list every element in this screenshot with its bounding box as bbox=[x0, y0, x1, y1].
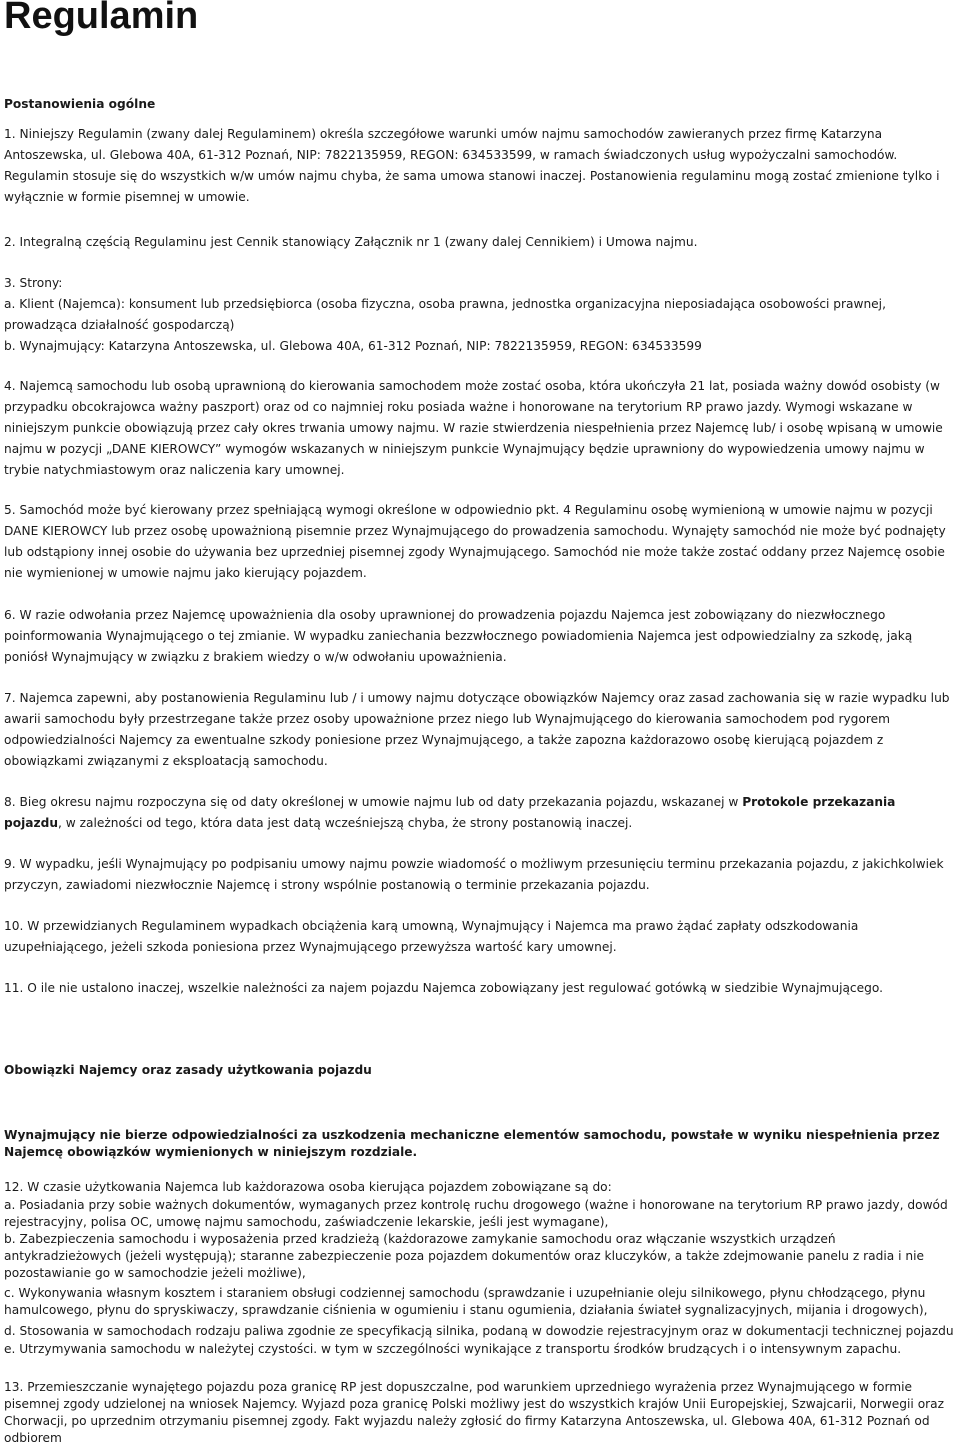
paragraph-9: 9. W wypadku, jeśli Wynajmujący po podpisaniu umowy najmu powzie wiadomość o możliwym przesunięciu terminu przekazania pojazdu, z jakichkolwiek przyczyn, zawiadomi niezwłocznie Najemcę i strony wspólnie postanowią o terminie przekazania pojazdu. bbox=[4, 857, 944, 892]
paragraph-5: 5. Samochód może być kierowany przez spełniającą wymogi określone w odpowiednio pkt. 4 Regulaminu osobę wymienioną w umowie najmu w pozycji DANE KIEROWCY lub przez osobę upoważnioną pisemnie przez Wynajmującego do prowadzenia samochodu. Wynajęty samochód nie może być podnajęty lub odstąpiony innej osobie do używania bez uprzedniej pisemnej zgody Wynajmującego. Samochód nie może także zostać oddany przez Najemcę osobie nie wymienionej w umowie najmu jako kierujący pojazdem. bbox=[4, 503, 946, 580]
paragraph-12e: e. Utrzymywania samochodu w należytej czystości. w tym w szczególności wynikające z transportu środków brudzących i o intensywnym zapachu. bbox=[4, 1342, 902, 1356]
paragraph-12c: c. Wykonywania własnym kosztem i staraniem obsługi codziennej samochodu (sprawdzanie i uzupełnianie oleju silnikowego, płynu chłodzącego, płynu hamulcowego, płynu do spryskiwaczy, sprawdzanie ciśnienia w ogumieniu i stanu ogumienia, działania świateł sygnalizacyjnych, mijania i drogowych), bbox=[4, 1286, 928, 1317]
protocol-reference: Protokole przekazania pojazdu bbox=[4, 795, 896, 830]
paragraph-10: 10. W przewidzianych Regulaminem wypadkach obciążenia karą umowną, Wynajmujący i Najemca ma prawo żądać zapłaty odszkodowania uzupełniającego, jeżeli szkoda poniesiona przez Wynajmującego przewyższa wartość kary umownej. bbox=[4, 919, 859, 954]
paragraph-12d: d. Stosowania w samochodach rodzaju paliwa zgodnie ze specyfikacją silnika, podaną w dowodzie rejestracyjnym oraz w dokumentacji technicznej pojazdu bbox=[4, 1324, 954, 1338]
paragraph-2: 2. Integralną częścią Regulaminu jest Cennik stanowiący Załącznik nr 1 (zwany dalej Cennikiem) i Umowa najmu. bbox=[4, 235, 698, 249]
paragraph-8-text-end: , w zależności od tego, która data jest datą wcześniejszą chyba, że strony postanowią inaczej. bbox=[58, 816, 633, 830]
paragraph-3a: a. Klient (Najemca): konsument lub przedsiębiorca (osoba fizyczna, osoba prawna, jednostka organizacyjna nieposiadająca osobowości prawnej, prowadząca działalność gospodarczą) bbox=[4, 297, 886, 332]
paragraph-6: 6. W razie odwołania przez Najemcę upoważnienia dla osoby uprawnionej do prowadzenia pojazdu Najemca jest zobowiązany do niezwłocznego poinformowania Wynajmującego o tej zmianie. W wypadku zaniechania bezzwłocznego powiadomienia Najemca jest odpowiedzialny za szkodę, jaką poniósł Wynajmujący w związku z brakiem wiedzy o w/w odwołaniu upoważnienia. bbox=[4, 608, 913, 664]
paragraph-1: 1. Niniejszy Regulamin (zwany dalej Regulaminem) określa szczegółowe warunki umów najmu samochodów zawieranych przez firmę Katarzyna Antoszewska, ul. Glebowa 40A, 61-312 Poznań, NIP: 7822135959, REGON: 634533599, w ramach świadczonych usług wypożyczalni samochodów. Regulamin stosuje się do wszystkich w/w umów najmu chyba, że sama umowa stanowi inaczej. Postanowienia regulaminu mogą zostać zmienione tylko i wyłącznie w formie pisemnej w umowie. bbox=[4, 127, 940, 204]
paragraph-12-heading: 12. W czasie użytkowania Najemca lub każdorazowa osoba kierująca pojazdem zobowiązane są do: bbox=[4, 1180, 612, 1194]
paragraph-12b: b. Zabezpieczenia samochodu i wyposażenia przed kradzieżą (każdorazowe zamykanie samochodu oraz włączanie wszystkich urządzeń antykradzieżowych (jeżeli występują); staranne zabezpieczenie poza pojazdem dokumentów oraz kluczyków, a także zdejmowanie panelu z radia i nie pozostawianie go w samochodzie jeżeli możliwe), bbox=[4, 1232, 924, 1280]
paragraph-13: 13. Przemieszczanie wynajętego pojazdu poza granicę RP jest dopuszczalne, pod warunkiem uprzedniego wyrażenia przez Wynajmującego w formie pisemnej zgody udzielonej na wniosek Najemcy. Wyjazd poza granicę Polski możliwy jest do wszystkich krajów Unii Europejskiej, Szwajcarii, Norwegii oraz Chorwacji, po uprzednim otrzymaniu pisemnej zgody. Fakt wyjazdu należy zgłosić do firmy Katarzyna Antoszewska, ul. Glebowa 40A, 61-312 Poznań od odbiorem bbox=[4, 1380, 945, 1445]
paragraph-12a: a. Posiadania przy sobie ważnych dokumentów, wymaganych przez kontrolę ruchu drogowego (ważne i honorowane na terytorium RP prawo jazdy, dowód rejestracyjny, polisa OC, umowę najmu samochodu, zaświadczenie lekarskie, jeśli jest wymagane), bbox=[4, 1198, 948, 1229]
paragraph-11: 11. O ile nie ustalono inaczej, wszelkie należności za najem pojazdu Najemca zobowiązany jest regulować gotówką w siedzibie Wynajmującego. bbox=[4, 981, 883, 995]
paragraph-7: 7. Najemca zapewni, aby postanowienia Regulaminu lub / i umowy najmu dotyczące obowiązków Najemcy oraz zasad zachowania się w razie wypadku lub awarii samochodu były przestrzegane także przez osoby upoważnione przez niego lub Wynajmującego do kierowania samochodem pod rygorem odpowiedzialności Najemcy za ewentualne szkody poniesione przez Wynajmującego, a także zapozna każdorazowo osobę kierującą pojazdem z obowiązkami związanymi z eksploatacją samochodu. bbox=[4, 691, 950, 768]
paragraph-3b: b. Wynajmujący: Katarzyna Antoszewska, ul. Glebowa 40A, 61-312 Poznań, NIP: 7822135959, REGON: 634533599 bbox=[4, 339, 702, 353]
liability-note: Wynajmujący nie bierze odpowiedzialności za uszkodzenia mechaniczne elementów samochodu, powstałe w wyniku niespełnienia przez Najemcę obowiązków wymienionych w niniejszym rozdziale. bbox=[4, 1128, 940, 1159]
section-heading-obligations: Obowiązki Najemcy oraz zasady użytkowania pojazdu bbox=[4, 1063, 372, 1077]
paragraph-3-heading: 3. Strony: bbox=[4, 276, 63, 290]
paragraph-8 bbox=[4, 792, 956, 834]
page-title: Regulamin bbox=[4, 0, 199, 37]
section-heading-general: Postanowienia ogólne bbox=[4, 97, 156, 111]
paragraph-8-text-start: 8. Bieg okresu najmu rozpoczyna się od daty określonej w umowie najmu lub od daty przekazania pojazdu, wskazanej w bbox=[4, 795, 743, 809]
paragraph-4: 4. Najemcą samochodu lub osobą uprawnioną do kierowania samochodem może zostać osoba, która ukończyła 21 lat, posiada ważny dowód osobisty (w przypadku obcokrajowca ważny paszport) oraz od co najmniej roku posiada ważne i honorowane na terytorium RP prawo jazdy. Wymogi wskazane w niniejszym punkcie obowiązują przez cały okres trwania umowy najmu. W razie stwierdzenia niespełnienia przez Najemcę lub/ i osobę wpisaną w umowie najmu w pozycji „DANE KIEROWCY” wymogów wskazanych w niniejszym punkcie Wynajmujący będzie uprawniony do wypowiedzenia umowy najmu w trybie natychmiastowym oraz naliczenia kary umownej. bbox=[4, 379, 943, 477]
